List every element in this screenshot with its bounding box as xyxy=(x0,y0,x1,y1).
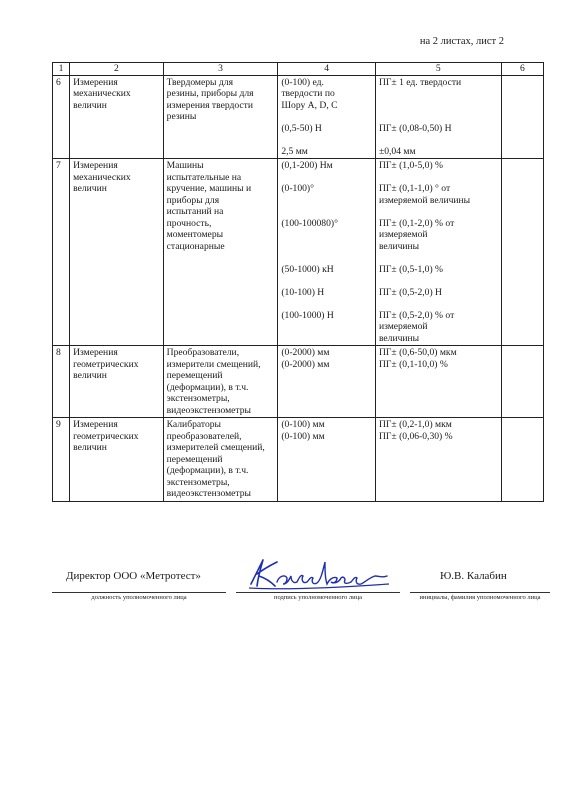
accuracy-value-line: измеряемой xyxy=(378,229,428,240)
accuracy-value-line: ПГ± (1,0-5,0) % xyxy=(378,160,444,171)
measurement-range-line: (100-100080)° xyxy=(281,217,338,229)
measurement-kind-line: механических xyxy=(73,171,131,183)
measurement-kind xyxy=(70,159,164,346)
table-row xyxy=(53,75,544,159)
accuracy-value-line xyxy=(379,275,498,287)
accuracy-value-line: ±0,04 мм xyxy=(378,145,416,157)
instrument-type-line: резины xyxy=(166,111,197,122)
accuracy-value-line: ПГ± (0,5-2,0) Н xyxy=(378,286,442,298)
instrument-type-line: видеоэкстензометры xyxy=(166,488,251,499)
accuracy-value-line: ПГ± (0,1-2,0) % от xyxy=(378,217,455,229)
instrument-type-line: приборы для xyxy=(166,194,220,206)
measurement-kind-line: Измерения xyxy=(73,76,118,88)
measurement-range xyxy=(278,75,376,159)
signature-line xyxy=(236,592,400,593)
director-title: Директор ООО «Метротест» xyxy=(66,570,201,582)
accuracy-value-line: величины xyxy=(378,332,420,344)
measurement-range-line xyxy=(281,298,372,310)
instrument-type-line: экстензометры, xyxy=(166,393,230,404)
measurement-kind-line: Измерения xyxy=(73,347,118,358)
measurement-range-line: (0,1-200) Нм xyxy=(281,160,333,171)
measurement-range xyxy=(278,159,376,346)
measurement-kind-line: величин xyxy=(73,370,107,381)
instrument-type-line: моментомеры xyxy=(166,229,224,240)
instrument-type-line: (деформации), в т.ч. xyxy=(166,465,249,476)
instrument-type-line: (деформации), в т.ч. xyxy=(166,381,249,393)
measurement-range-line: (0-100) мм xyxy=(281,419,325,430)
measurement-kind-line: геометрических xyxy=(73,358,139,370)
caption-signature: подпись уполномоченного лица xyxy=(273,594,363,601)
instrument-type-line: испытательные на xyxy=(166,171,242,183)
accuracy-value-line: ПГ± (0,1-10,0) % xyxy=(378,358,448,370)
col-header-6: 6 xyxy=(501,63,543,76)
accuracy-value-line: ПГ± (0,1-1,0) ° от xyxy=(378,183,451,194)
measurement-range-line: (0-100) ед. xyxy=(281,76,324,88)
accuracy-value-line: ПГ± (0,2-1,0) мкм xyxy=(378,419,452,430)
measurement-kind xyxy=(70,346,164,418)
measurement-range-line xyxy=(281,172,372,184)
signature-block xyxy=(0,560,566,620)
instrument-type xyxy=(163,418,278,502)
row-number: 6 xyxy=(53,75,70,159)
measurement-range-line: твердости по xyxy=(281,88,335,99)
instrument-type-line: перемещений xyxy=(166,370,223,381)
instrument-type-line: Преобразователи, xyxy=(166,347,240,358)
accuracy-value-line: ПГ± (0,08-0,50) Н xyxy=(378,122,452,134)
measurement-range-line xyxy=(281,134,372,146)
measurement-range-line: (50-1000) кН xyxy=(281,263,334,275)
measurement-kind xyxy=(70,75,164,159)
measurement-kind-line: величин xyxy=(73,183,107,194)
measurement-range-line: (0-2000) мм xyxy=(281,358,330,370)
accuracy-value-line: ПГ± (0,5-1,0) % xyxy=(378,263,444,275)
note-cell xyxy=(501,75,543,159)
measurement-kind-line: механических xyxy=(73,88,131,99)
measurement-range-line xyxy=(281,241,372,253)
instrument-type-line: испытаний на xyxy=(166,206,224,217)
col-header-2: 2 xyxy=(70,63,164,76)
instrument-type-line: измерителей смещений, xyxy=(166,442,265,453)
measurement-range-line: (0-100)° xyxy=(281,183,314,194)
instrument-type xyxy=(163,75,278,159)
caption-position: должность уполномоченного лица xyxy=(91,594,187,601)
accuracy-value-line: ПГ± (0,6-50,0) мкм xyxy=(378,347,457,358)
note-cell xyxy=(501,418,543,502)
measurement-range-line: (10-100) Н xyxy=(281,286,325,298)
accuracy-value-line: измеряемой величины xyxy=(378,194,471,206)
accuracy-value-line: величины xyxy=(378,240,420,252)
accuracy-value xyxy=(375,346,501,418)
instrument-type-line: преобразователей, xyxy=(166,430,242,442)
measurement-range xyxy=(278,418,376,502)
measurement-range-line xyxy=(281,229,372,241)
handwritten-signature xyxy=(243,554,393,595)
table-header-row xyxy=(53,63,544,76)
measurement-kind-line: геометрических xyxy=(73,430,139,442)
name-line xyxy=(410,592,550,593)
row-number: 7 xyxy=(53,159,70,346)
measurement-range-line xyxy=(281,111,372,123)
measurement-kind-line: величин xyxy=(73,99,107,111)
table-row xyxy=(53,346,544,418)
accuracy-value-line: ПГ± 1 ед. твердости xyxy=(378,76,462,88)
instrument-type-line: кручение, машины и xyxy=(166,183,252,194)
measurement-range-line: 2,5 мм xyxy=(281,145,308,157)
col-header-3: 3 xyxy=(163,63,278,76)
note-cell xyxy=(501,159,543,346)
caption-name: инициалы, фамилия уполномоченного лица xyxy=(419,594,541,601)
col-header-5: 5 xyxy=(375,63,501,76)
accuracy-value-line xyxy=(379,100,498,112)
measurement-kind xyxy=(70,418,164,502)
accuracy-value-line xyxy=(379,172,498,184)
accuracy-value-line: ПГ± (0,06-0,30) % xyxy=(378,430,453,442)
accuracy-value xyxy=(375,418,501,502)
accuracy-value-line xyxy=(379,111,498,123)
measurement-range-line: (0-100) мм xyxy=(281,430,325,442)
accuracy-value-line: ПГ± (0,5-2,0) % от xyxy=(378,309,455,321)
instrument-type xyxy=(163,346,278,418)
instrument-type-line: прочность, xyxy=(166,217,212,229)
instrument-type xyxy=(163,159,278,346)
accreditation-table xyxy=(52,62,544,502)
measurement-range-line: (100-1000) Н xyxy=(281,309,334,321)
row-number: 9 xyxy=(53,418,70,502)
instrument-type-line: Твердомеры для xyxy=(166,76,233,88)
measurement-range-line xyxy=(281,252,372,264)
page-info: на 2 листах, лист 2 xyxy=(419,36,504,47)
accuracy-value xyxy=(375,159,501,346)
measurement-range-line xyxy=(281,275,372,287)
instrument-type-line: экстензометры, xyxy=(166,476,230,488)
instrument-type-line: измерители смещений, xyxy=(166,358,261,370)
position-line xyxy=(52,592,226,593)
measurement-range-line: (0,5-50) Н xyxy=(281,122,322,134)
col-header-4: 4 xyxy=(278,63,376,76)
accuracy-value-line xyxy=(379,88,498,100)
instrument-type-line: Калибраторы xyxy=(166,419,221,430)
instrument-type-line: резины, приборы для xyxy=(166,88,254,99)
note-cell xyxy=(501,346,543,418)
instrument-type-line: видеоэкстензометры xyxy=(166,404,251,416)
row-number: 8 xyxy=(53,346,70,418)
measurement-range-line: (0-2000) мм xyxy=(281,347,330,358)
measurement-range-line xyxy=(281,206,372,218)
measurement-range-line: Шору A, D, C xyxy=(281,99,338,111)
accuracy-value-line xyxy=(379,298,498,310)
measurement-range-line xyxy=(281,195,372,207)
signer-name: Ю.В. Калабин xyxy=(440,570,507,582)
measurement-kind-line: Измерения xyxy=(73,160,118,171)
measurement-kind-line: Измерения xyxy=(73,419,118,430)
measurement-range xyxy=(278,346,376,418)
table-row xyxy=(53,418,544,502)
table-row xyxy=(53,159,544,346)
col-header-1: 1 xyxy=(53,63,70,76)
instrument-type-line: измерения твердости xyxy=(166,99,254,111)
accuracy-value-line xyxy=(379,252,498,264)
instrument-type-line: стационарные xyxy=(166,240,225,252)
measurement-kind-line: величин xyxy=(73,442,107,453)
accuracy-value-line: измеряемой xyxy=(378,321,428,332)
instrument-type-line: перемещений xyxy=(166,453,223,465)
accuracy-value xyxy=(375,75,501,159)
accuracy-value-line xyxy=(379,134,498,146)
instrument-type-line: Машины xyxy=(166,160,204,171)
accuracy-value-line xyxy=(379,206,498,218)
